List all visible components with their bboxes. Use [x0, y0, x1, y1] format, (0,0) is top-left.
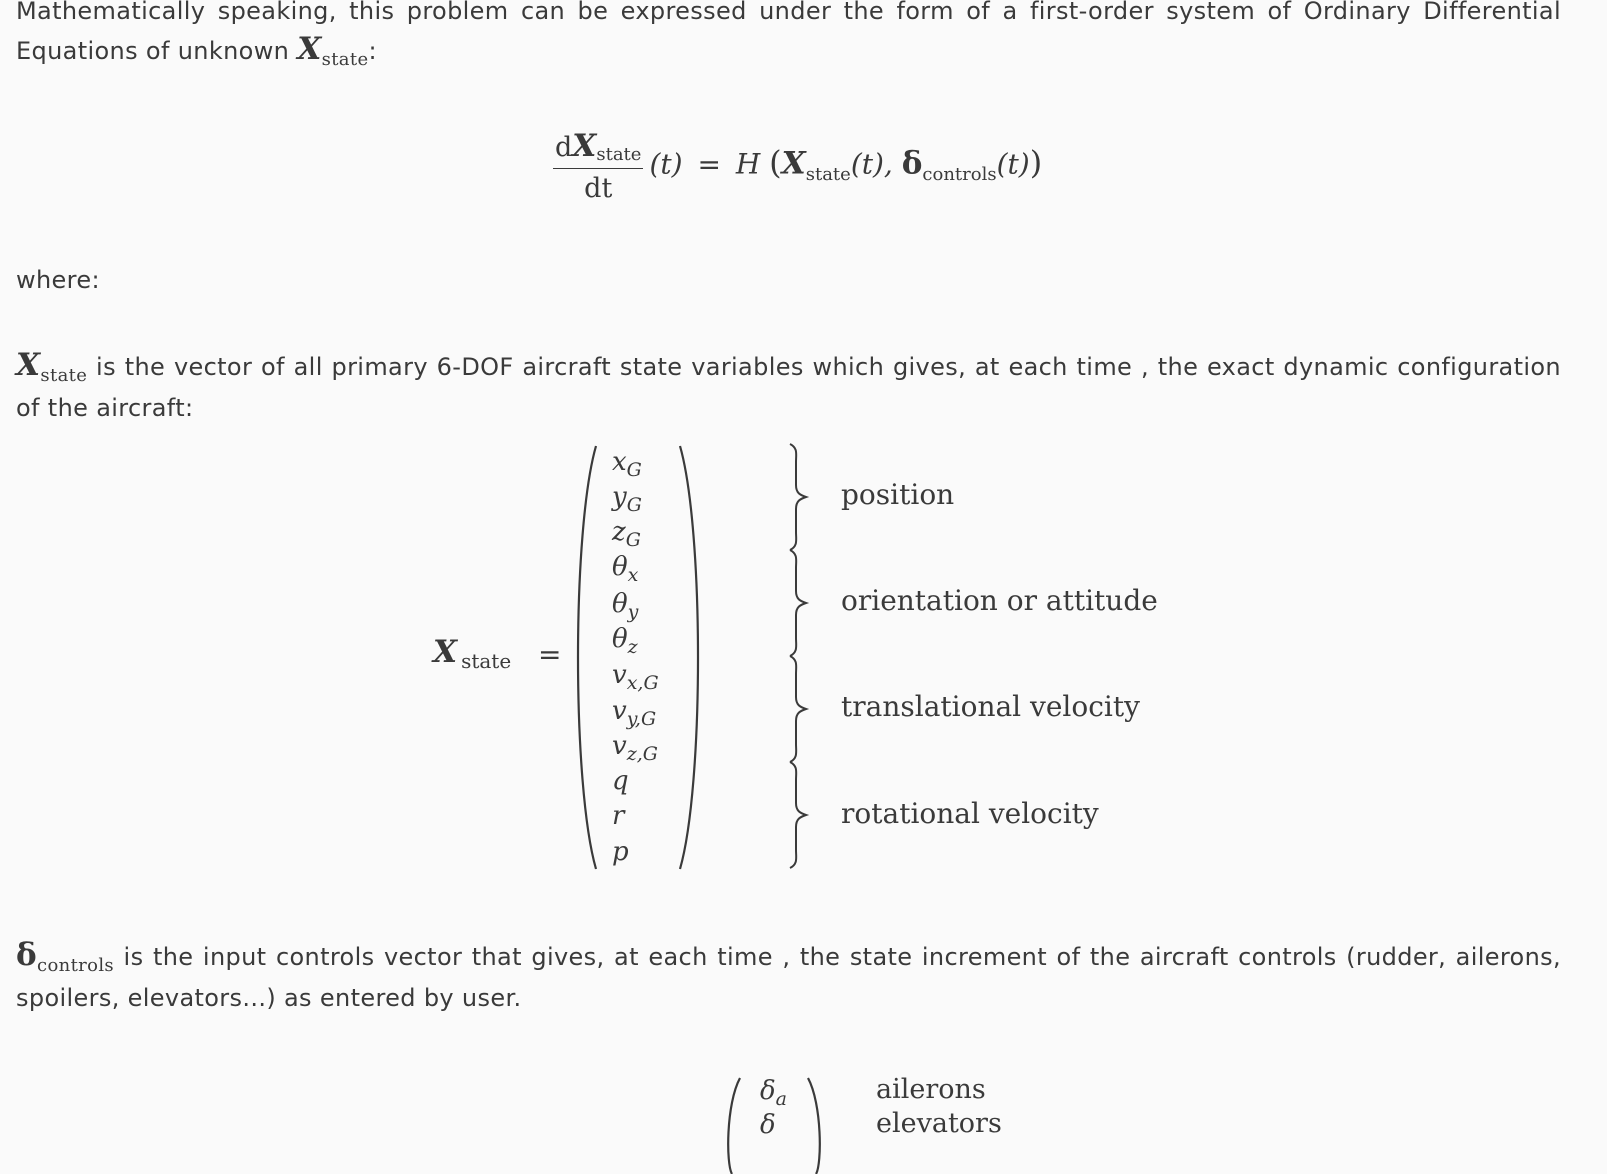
controls-vector-element: [760, 1110, 776, 1140]
state-element-subscript: x: [627, 564, 639, 586]
where-label: [16, 261, 1561, 299]
controls-element-label: ailerons: [876, 1074, 986, 1105]
state-symbol: X: [297, 31, 322, 67]
state-element-subscript: y: [627, 601, 639, 623]
state-vector-element: [612, 447, 642, 481]
para3-symbol: δ: [16, 937, 38, 973]
group-brace: [790, 656, 806, 762]
state-vector-element: [612, 731, 658, 765]
state-element-subscript: z,G: [626, 743, 658, 765]
group-label: rotational velocity: [841, 797, 1099, 830]
state-element-base: x: [612, 447, 627, 477]
state-vector-lhs: [433, 634, 512, 673]
para3-text: is the input controls vector that gives, at each time , the state increment of the aircraft controls (rudder, ailerons, spoilers, elevators...) as entered by user.: [16, 943, 1561, 1012]
state-vector-equals: =: [538, 638, 562, 671]
right-paren: [680, 446, 698, 869]
state-vector-element: [612, 624, 638, 658]
open-paren: (: [769, 143, 782, 182]
state-vector-element: [612, 660, 659, 694]
state-element-base: p: [612, 837, 629, 867]
rhs-X: X: [781, 145, 806, 182]
rhs-X-arg: (t),: [850, 147, 893, 181]
left-paren: [578, 446, 596, 869]
controls-element-subscript: a: [775, 1088, 787, 1110]
group-brace: [790, 550, 806, 656]
controls-element-base: δ: [760, 1110, 776, 1140]
num-X: X: [572, 128, 597, 164]
para2-symbol: X: [16, 347, 41, 383]
state-element-subscript: x,G: [626, 672, 659, 694]
state-vector-element: [612, 696, 657, 730]
function-H: H: [735, 147, 761, 181]
intro-paragraph: [16, 0, 1561, 73]
ode-equation: [553, 128, 1042, 204]
fraction-numerator: [553, 128, 643, 169]
state-vector-element: [612, 517, 641, 551]
state-element-base: θ: [612, 624, 628, 654]
state-element-base: v: [612, 660, 627, 690]
state-element-base: θ: [612, 552, 628, 582]
state-description: [16, 346, 1561, 427]
state-element-base: v: [612, 731, 627, 761]
para3-subscript: controls: [37, 955, 115, 976]
lhs-arg: (t): [649, 147, 683, 181]
state-element-subscript: G: [626, 459, 642, 481]
state-vector-element: [612, 837, 629, 867]
rhs-delta-arg: (t): [996, 147, 1030, 181]
group-brace: [790, 762, 806, 868]
state-element-subscript: G: [626, 494, 642, 516]
state-vector-element: [612, 766, 629, 796]
group-label: position: [841, 478, 955, 511]
state-vector-element: [612, 589, 639, 623]
state-vector-element: [612, 801, 624, 831]
controls-description: [16, 936, 1561, 1017]
state-element-subscript: G: [625, 529, 641, 551]
intro-text: Mathematically speaking, this problem can be expressed under the form of a first-order system of Ordinary Differential Equations of unknown: [16, 0, 1561, 65]
controls-element-base: δ: [760, 1076, 776, 1106]
num-d: d: [555, 132, 573, 163]
controls-vector-element: [760, 1076, 787, 1110]
derivative-fraction: [553, 128, 643, 204]
ode-equals: =: [697, 147, 721, 181]
group-brace: [790, 444, 806, 550]
where-text: where:: [16, 266, 100, 294]
intro-colon: :: [368, 37, 377, 65]
num-sub: state: [596, 144, 642, 165]
state-vector-element: [612, 482, 642, 516]
state-element-base: θ: [612, 589, 628, 619]
para2-subscript: state: [40, 365, 88, 386]
state-element-base: v: [612, 696, 627, 726]
group-label: translational velocity: [841, 690, 1140, 723]
rhs-delta: δ: [901, 145, 923, 182]
den-dt: dt: [584, 173, 613, 204]
state-vector-lhs-X: X: [433, 634, 458, 670]
para2-text: is the vector of all primary 6-DOF aircraft state variables which gives, at each time , the exact dynamic configuration of the aircraft:: [16, 353, 1561, 422]
state-element-subscript: y,G: [626, 708, 657, 730]
state-element-subscript: z: [627, 636, 638, 658]
state-element-base: z: [612, 517, 626, 547]
state-vector-lhs-sub: state: [461, 649, 512, 673]
state-subscript: state: [321, 49, 369, 70]
group-braces: [780, 440, 820, 875]
state-element-base: q: [612, 766, 629, 796]
close-paren: ): [1029, 143, 1043, 182]
group-label: orientation or attitude: [841, 584, 1158, 617]
state-element-base: y: [612, 482, 627, 512]
rhs-delta-sub: controls: [922, 163, 997, 185]
controls-element-label: elevators: [876, 1108, 1002, 1139]
state-vector-element: [612, 552, 639, 586]
state-element-base: r: [612, 801, 625, 831]
fraction-denominator: [553, 169, 643, 204]
rhs-X-sub: state: [805, 163, 851, 185]
